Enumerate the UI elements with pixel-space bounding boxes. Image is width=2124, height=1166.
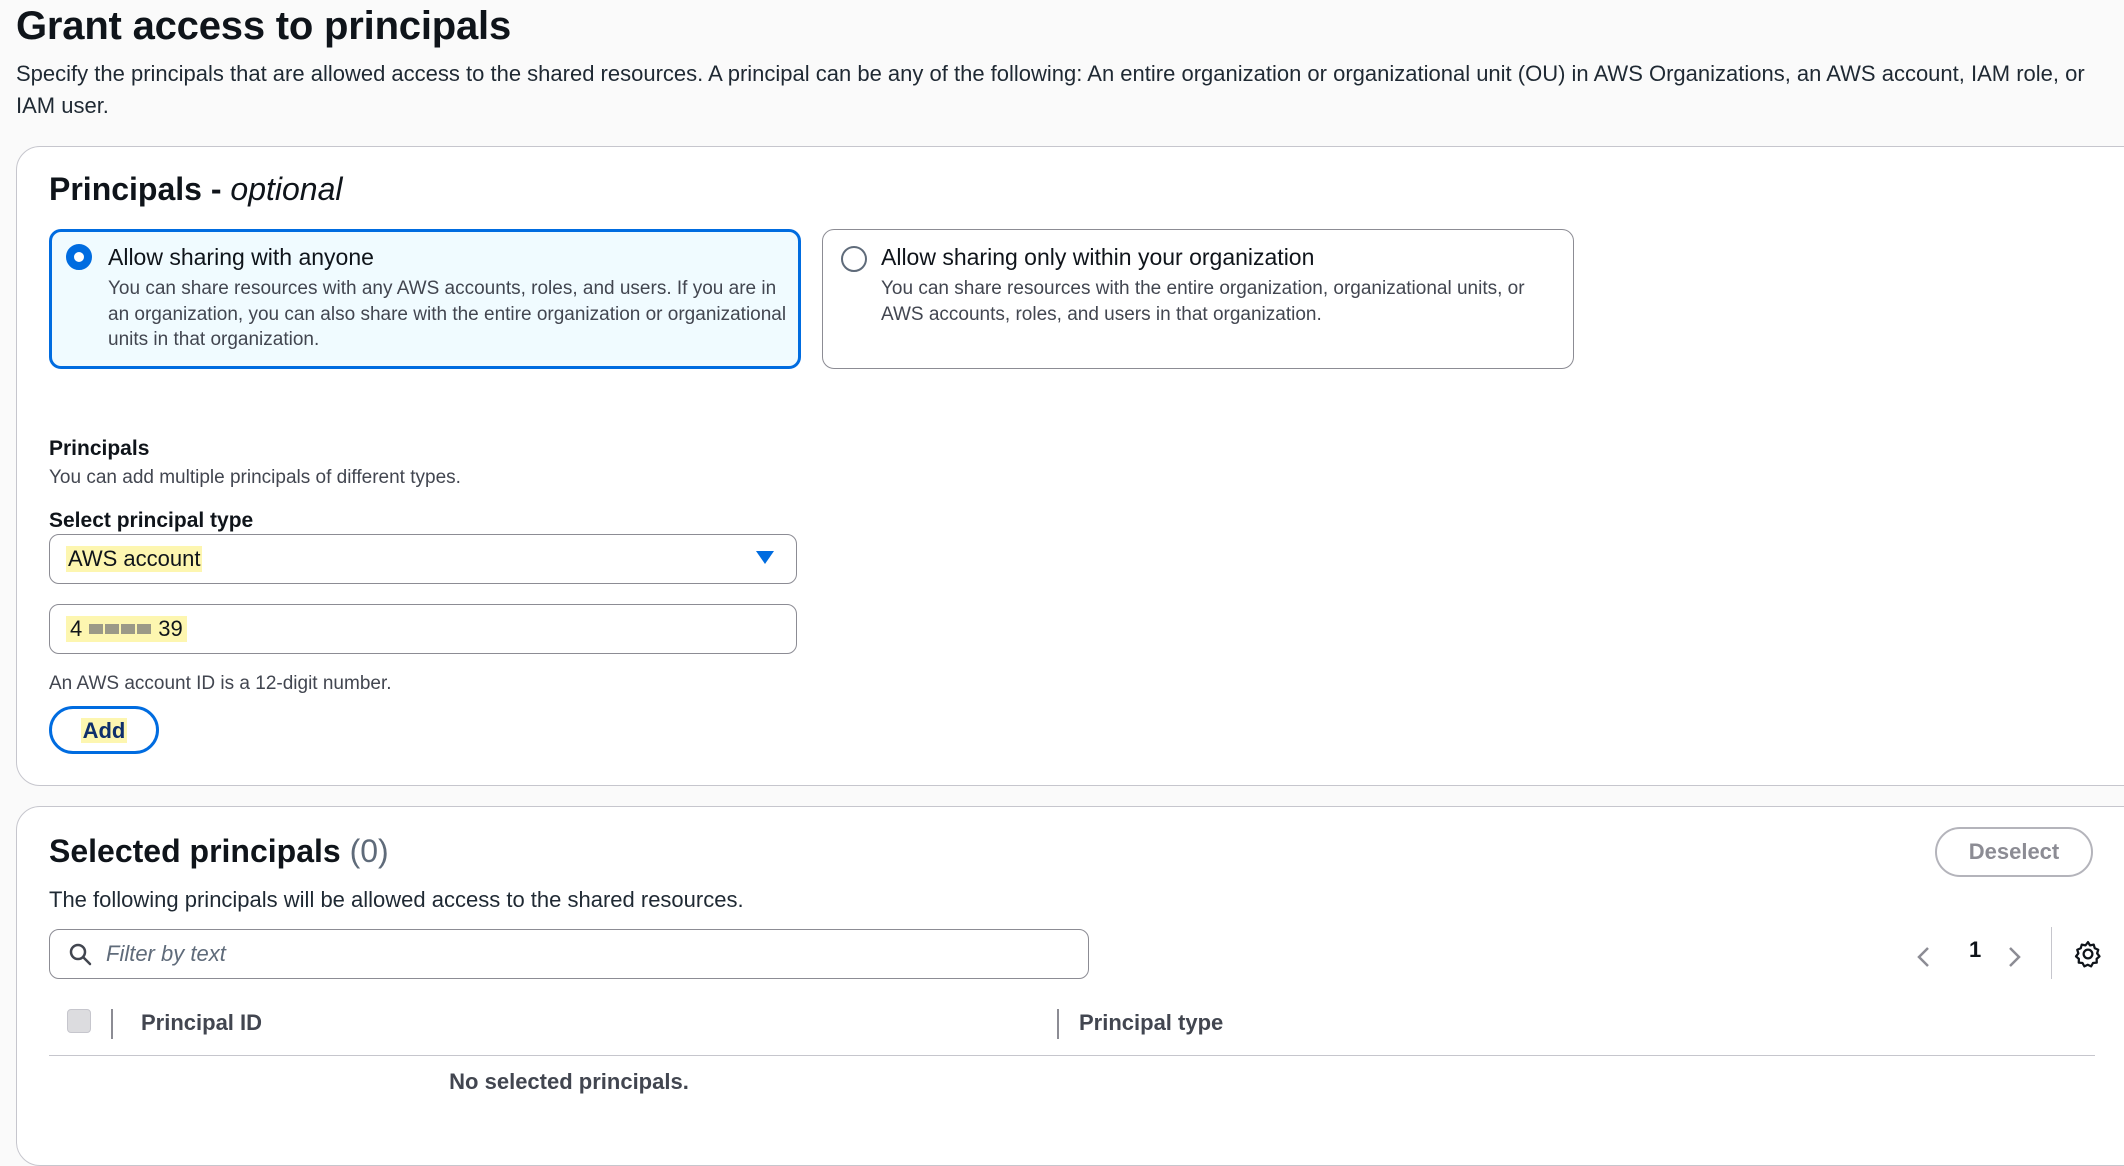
empty-table-message: No selected principals. (449, 1069, 689, 1094)
principal-type-select[interactable] (49, 534, 797, 584)
page-number[interactable]: 1 (1969, 937, 1982, 962)
selected-principals-title: Selected principals (0) (49, 833, 389, 869)
deselect-button[interactable]: Deselect (1935, 827, 2093, 877)
add-button[interactable] (49, 706, 159, 754)
radio-card-share-org-only[interactable] (822, 229, 1574, 369)
optional-label: optional (230, 171, 343, 207)
page-description: Specify the principals that are allowed access to the shared resources. A principal can be any of the following: An entire organization or organizational unit (OU) in AWS Organizations, an AWS account, IAM role, or IAM user. (16, 61, 2085, 118)
principals-section-title: Principals - optional (49, 171, 343, 207)
radio-label-share-org-only: Allow sharing only within your organization (881, 244, 1315, 270)
selected-count: (0) (349, 833, 389, 869)
radio-desc-share-anyone: You can share resources with any AWS accounts, roles, and users. If you are in an organization, you can also share with the entire organization or organizational units in that organization. (108, 278, 787, 350)
account-id-hint: An AWS account ID is a 12-digit number. (49, 673, 392, 694)
filter-placeholder: Filter by text (106, 941, 226, 966)
select-all-checkbox[interactable] (67, 1009, 91, 1033)
radio-desc-share-org-only: You can share resources with the entire organization, organizational units, or AWS accounts, roles, and users in that organization. (881, 278, 1525, 325)
column-header-principal-id[interactable]: Principal ID (141, 1010, 263, 1035)
add-button-label: Add (82, 718, 126, 743)
column-separator[interactable] (111, 1009, 113, 1039)
filter-input[interactable] (49, 929, 1089, 979)
account-id-value (66, 616, 187, 642)
redacted-digits (88, 624, 152, 634)
radio-selected-icon[interactable] (66, 244, 92, 270)
table-header (49, 995, 2095, 1056)
gear-icon[interactable] (2073, 939, 2103, 969)
chevron-left-icon[interactable] (1915, 945, 1933, 969)
principals-label: Principals (49, 437, 150, 460)
account-id-prefix: 4 (70, 616, 83, 641)
principals-panel (16, 146, 2124, 786)
radio-card-share-anyone[interactable] (49, 229, 801, 369)
chevron-right-icon[interactable] (2005, 945, 2023, 969)
account-id-input[interactable] (49, 604, 797, 654)
principal-type-value: AWS account (68, 546, 201, 571)
select-principal-type-label: Select principal type (49, 509, 254, 532)
selected-principals-panel (16, 806, 2124, 1166)
caret-down-icon[interactable] (756, 551, 774, 564)
selected-principals-description: The following principals will be allowed access to the shared resources. (49, 887, 744, 912)
column-header-principal-type[interactable]: Principal type (1079, 1010, 1224, 1035)
account-id-suffix: 39 (158, 616, 183, 641)
principals-description: You can add multiple principals of different types. (49, 467, 461, 488)
pager-divider (2051, 927, 2052, 979)
search-icon (68, 942, 92, 966)
column-separator[interactable] (1057, 1009, 1059, 1039)
radio-label-share-anyone: Allow sharing with anyone (108, 244, 374, 270)
radio-unselected-icon[interactable] (841, 246, 867, 272)
page-title: Grant access to principals (16, 4, 511, 48)
